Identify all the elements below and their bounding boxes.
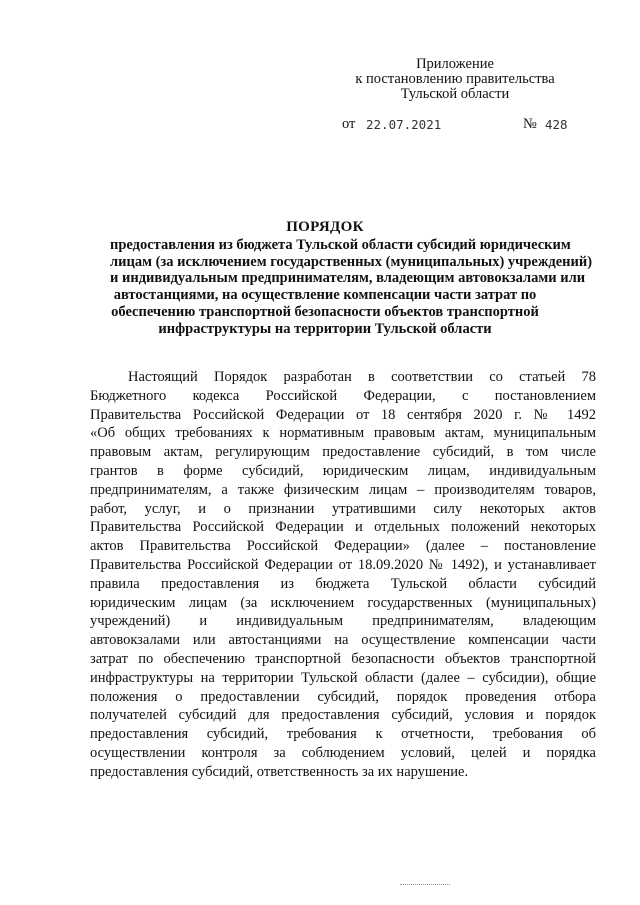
body-line: инфраструктуры на территории Тульской области (далее – субсидии), общие [90, 669, 596, 686]
body-line: «Об общих требованиях к нормативным правовым актам, муниципальным [90, 425, 596, 442]
body-line: работ, услуг, и о признании утратившими силу некоторых актов [90, 500, 596, 517]
title-line: и индивидуальным предпринимателям, владеющим автовокзалами или [110, 270, 586, 287]
body-line: автовокзалами или автостанциями на осуществление компенсации части [90, 632, 596, 649]
body-line: получателей субсидий для предоставления субсидий, условия и порядок [90, 707, 596, 724]
body-line: Правительства Российской Федерации и отдельных положений некоторых [90, 519, 596, 536]
date-from-label: от [342, 116, 356, 132]
body-line: Бюджетного кодекса Российской Федерации, с постановлением [90, 387, 596, 404]
body-line: учреждений) и индивидуальным предпринимателям, владеющим [90, 613, 596, 630]
body-line: правила предоставления из бюджета Тульской области субсидий [90, 575, 596, 592]
title-line: лицам (за исключением государственных (муниципальных) учреждений) [110, 253, 593, 270]
title-heading: ПОРЯДОК [286, 219, 364, 235]
body-line: Правительства Российской Федерации от 18.09.2020 № 1492), и устанавливает [90, 556, 596, 573]
document-title [110, 219, 593, 338]
body-line: юридическим лицам (за исключением государственных (муниципальных) [90, 594, 596, 611]
appendix-header [340, 57, 570, 102]
body-line: осуществлении контроля за соблюдением условий, целей и порядка [90, 744, 596, 761]
body-line: предоставления субсидий, требования к отчетности, требования об [90, 726, 596, 743]
title-line: автостанциями, на осуществление компенсации части затрат по [113, 287, 537, 304]
decree-date-number [340, 116, 580, 136]
title-line: предоставления из бюджета Тульской области субсидий юридическим [110, 236, 571, 253]
decree-number: 428 [545, 117, 568, 132]
body-line: актов Правительства Российской Федерации» (далее – постановление [90, 538, 596, 555]
body-line: Настоящий Порядок разработан в соответствии со статьей 78 [128, 369, 596, 385]
body-line: Правительства Российской Федерации от 18 сентября 2020 г. № 1492 [90, 406, 596, 423]
body-line: положения о предоставлении субсидий, порядок проведения отбора [90, 688, 596, 705]
body-line: правовым актам, регулирующим предоставление субсидий, в том числе [90, 444, 596, 461]
decree-date: 22.07.2021 [366, 117, 442, 132]
body-line: затрат по обеспечению транспортной безопасности объектов транспортной [90, 650, 596, 667]
body-paragraph [90, 368, 596, 782]
body-line: предпринимателям, а также физическим лицам – производителям товаров, [90, 481, 596, 498]
scan-artifact [400, 884, 450, 887]
title-line: обеспечению транспортной безопасности объектов транспортной [111, 303, 539, 320]
body-line: предоставления субсидий, ответственность за их нарушение. [90, 763, 469, 780]
appendix-line-2: к постановлению правительства [355, 71, 555, 87]
appendix-line-1: Приложение [416, 56, 494, 72]
title-line: инфраструктуры на территории Тульской области [158, 320, 492, 337]
number-sign: № [523, 116, 537, 132]
body-line: грантов в форме субсидий, юридическим лицам, индивидуальным [90, 462, 596, 479]
appendix-line-3: Тульской области [400, 86, 510, 102]
